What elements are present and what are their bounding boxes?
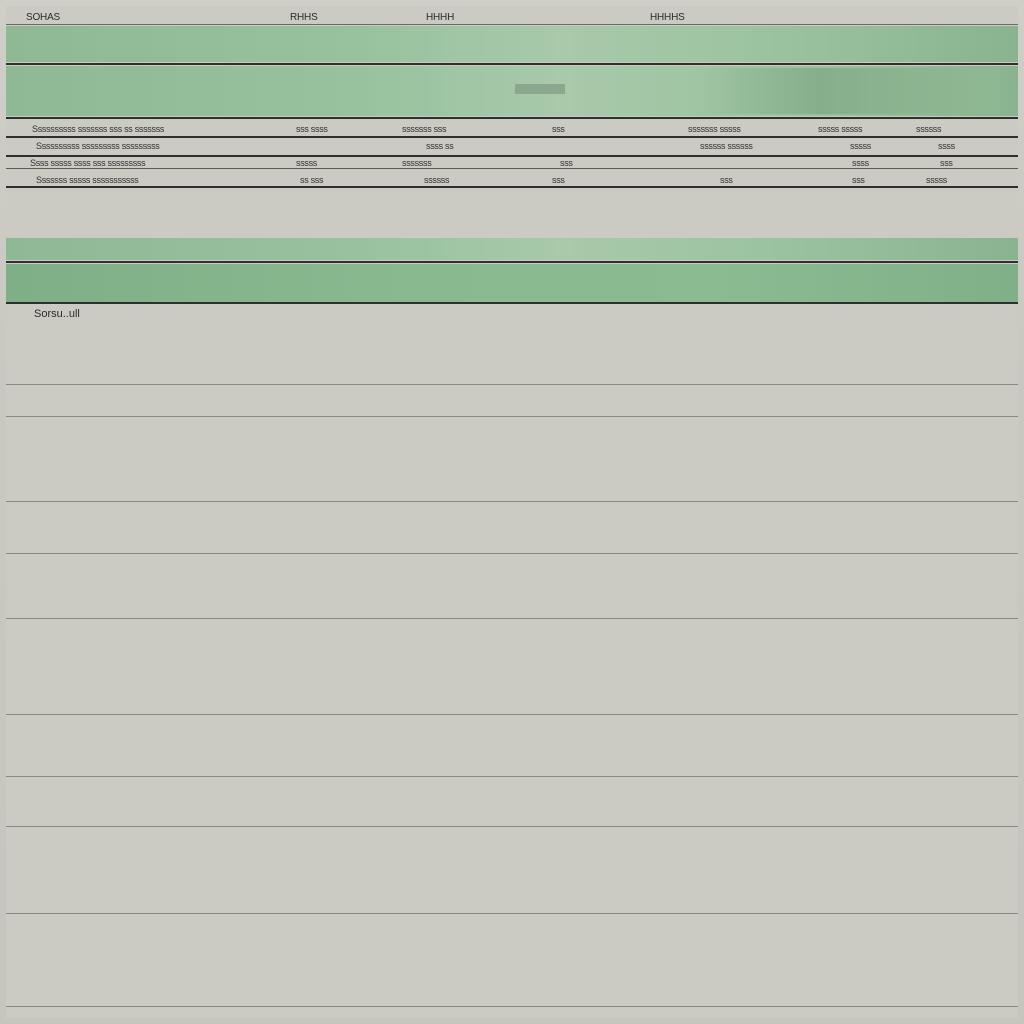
header-rule: [6, 24, 1018, 25]
lower-rule-9: [6, 913, 1018, 914]
section-title: Sorsu..ull: [34, 308, 80, 320]
row-4-c3: sss: [552, 175, 565, 185]
row-4-c5: sss: [852, 175, 865, 185]
lower-rule-4: [6, 553, 1018, 554]
lower-rule-7: [6, 776, 1018, 777]
row-2-c4: ssssss ssssss: [700, 141, 753, 151]
row-2-c5: sssss: [850, 141, 872, 151]
lower-rule-3: [6, 501, 1018, 502]
rule-c: [6, 168, 1018, 169]
green-band-4: [6, 264, 1018, 302]
row-4-c4: sss: [720, 175, 733, 185]
row-2-label: Ssssssssss sssssssss sssssssss: [36, 141, 160, 151]
rule-b: [6, 155, 1018, 157]
green-band-3: [6, 238, 1018, 260]
lower-rule-1: [6, 384, 1018, 385]
lower-rule-2: [6, 416, 1018, 417]
row-1-label: Ssssssssss sssssss sss ss sssssss: [32, 124, 165, 134]
band-rule-3: [6, 261, 1018, 263]
band-rule-4: [6, 302, 1018, 304]
row-3-c5: ssss: [852, 158, 869, 168]
lower-rule-8: [6, 826, 1018, 827]
row-4-c6: sssss: [926, 175, 948, 185]
row-2-c2: ssss ss: [426, 141, 454, 151]
band-rule-2: [6, 117, 1018, 119]
row-1-c6: ssssss: [916, 124, 942, 134]
header-col-4: HHHHS: [650, 12, 685, 23]
row-4-c1: ss sss: [300, 175, 324, 185]
lower-rule-6: [6, 714, 1018, 715]
lower-rule-5: [6, 618, 1018, 619]
header-col-1: SOHAS: [26, 12, 61, 23]
row-3-c3: sss: [560, 158, 573, 168]
row-3-c1: sssss: [296, 158, 318, 168]
rule-a: [6, 136, 1018, 138]
row-1-c2: sssssss sss: [402, 124, 447, 134]
row-3-label: Ssss sssss ssss sss sssssssss: [30, 158, 146, 168]
lower-rule-10: [6, 1006, 1018, 1007]
row-2-c6: ssss: [938, 141, 955, 151]
green-band-1: [6, 26, 1018, 62]
row-1-c4: sssssss sssss: [688, 124, 741, 134]
row-3-c2: sssssss: [402, 158, 432, 168]
row-3-c6: sss: [940, 158, 953, 168]
rule-d: [6, 186, 1018, 188]
header-col-3: HHHH: [426, 12, 455, 23]
row-4-label: Sssssss sssss sssssssssss: [36, 175, 139, 185]
header-col-2: RHHS: [290, 12, 318, 23]
band-rule-1: [6, 63, 1018, 65]
band-glare: [700, 68, 1000, 114]
row-4-c2: ssssss: [424, 175, 450, 185]
band-smudge: [515, 84, 565, 94]
row-1-c5: sssss sssss: [818, 124, 863, 134]
row-1-c1: sss ssss: [296, 124, 328, 134]
row-1-c3: sss: [552, 124, 565, 134]
